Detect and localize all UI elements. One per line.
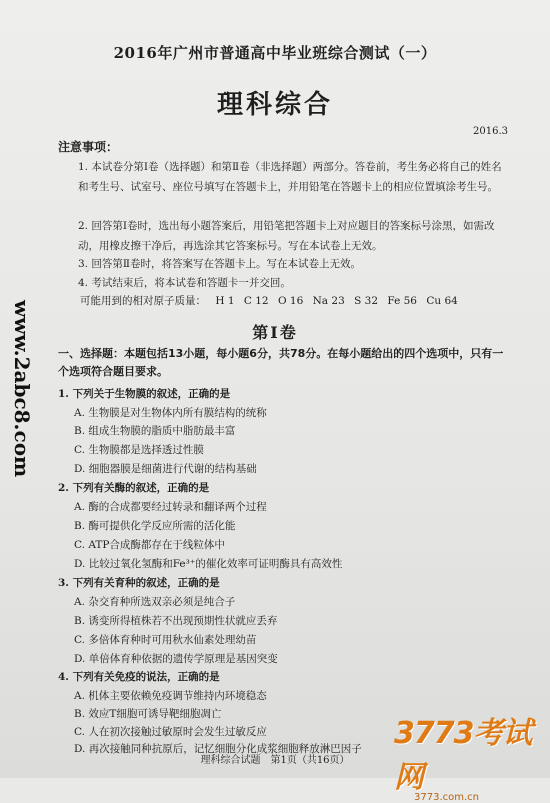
note-text: 2. 回答第Ⅰ卷时，选出每小题答案后，用铅笔把答题卡上对应题目的答案标号涂黑，如需改动，用橡皮擦干净后，再选涂其它答案标号。写在本试卷上无效。 — [78, 220, 495, 252]
question-1-option-c: C. 生物膜都是选择透过性膜 — [74, 444, 204, 456]
question-3-option-a: A. 杂交育种所选双亲必须是纯合子 — [74, 596, 236, 608]
site-logo-url: 3773.com.cn — [414, 792, 479, 803]
note-item-4 — [58, 273, 508, 293]
site-logo — [394, 708, 544, 803]
atomic-mass-label: 可能用到的相对原子质量： — [80, 295, 206, 307]
atomic-mass-c: C 12 — [243, 295, 269, 307]
atomic-mass-o: O 16 — [277, 295, 304, 307]
question-2-option-a: A. 酶的合成都要经过转录和翻译两个过程 — [74, 501, 267, 513]
subject-heading: 理科综合 — [216, 90, 333, 120]
question-2-option-c: C. ATP合成酶都存在于线粒体中 — [74, 539, 225, 551]
question-4-option-c: C. 人在初次接触过敏原时会发生过敏反应 — [74, 726, 267, 738]
note-text: 1. 本试卷分第Ⅰ卷（选择题）和第Ⅱ卷（非选择题）两部分。答卷前，考生务必将自己的姓名和考生号、试室号、座位号填写在答题卡上，并用铅笔在答题卡上的相应位置填涂考生号。 — [78, 161, 502, 193]
question-1-option-d: D. 细胞器膜是细菌进行代谢的结构基础 — [74, 463, 257, 475]
exam-date: 2016.3 — [473, 126, 508, 137]
question-4-stem: 4. 下列有关免疫的说法，正确的是 — [58, 671, 220, 683]
site-logo-text: 3773考试网 — [394, 716, 532, 795]
note-text: 3. 回答第Ⅱ卷时，将答案写在答题卡上。写在本试卷上无效。 — [78, 258, 361, 270]
note-item-1 — [58, 157, 508, 197]
side-watermark — [6, 300, 36, 500]
section-title: 第Ⅰ卷 — [252, 323, 298, 342]
note-item-3 — [58, 254, 508, 274]
question-3-stem: 3. 下列有关育种的叙述，正确的是 — [58, 577, 220, 589]
note-item-2 — [58, 216, 508, 256]
notes-heading: 注意事项： — [58, 140, 119, 154]
question-4-option-b: B. 效应T细胞可诱导靶细胞凋亡 — [74, 708, 222, 720]
question-2-option-d: D. 比较过氧化氢酶和Fe³⁺的催化效率可证明酶具有高效性 — [74, 558, 343, 570]
question-4-option-d: D. 再次接触同种抗原后，记忆细胞分化成浆细胞释放淋巴因子 — [74, 743, 362, 755]
section-intro: 一、选择题：本题包括13小题，每小题6分，共78分。在每小题给出的四个选项中，只有一个选项符合题目要求。 — [58, 347, 504, 378]
question-2-option-b: B. 酶可提供化学反应所需的活化能 — [74, 520, 236, 532]
note-text: 4. 考试结束后，将本试卷和答题卡一并交回。 — [78, 277, 291, 289]
side-watermark-text: www.2abc8.com — [10, 300, 34, 478]
question-4-option-a: A. 机体主要依赖免疫调节维持内环境稳态 — [74, 690, 267, 702]
question-3-option-b: B. 诱变所得植株若不出现预期性状就应丢弃 — [74, 615, 278, 627]
question-1-stem: 1. 下列关于生物膜的叙述，正确的是 — [58, 388, 231, 400]
page-footer: 理科综合试题 第1页（共16页） — [200, 755, 350, 766]
question-3-option-c: C. 多倍体育种时可用秋水仙素处理幼苗 — [74, 634, 257, 646]
question-2-stem: 2. 下列有关酶的叙述，正确的是 — [58, 482, 210, 494]
atomic-mass-cu: Cu 64 — [426, 295, 458, 307]
question-3-option-d: D. 单倍体育种依据的遗传学原理是基因突变 — [74, 653, 278, 665]
atomic-mass-h: H 1 — [215, 295, 235, 307]
exam-title: 2016年广州市普通高中毕业班综合测试（一） — [113, 44, 437, 62]
question-1-option-a: A. 生物膜是对生物体内所有膜结构的统称 — [74, 407, 267, 419]
atomic-mass-line — [80, 293, 464, 308]
atomic-mass-fe: Fe 56 — [387, 295, 417, 307]
atomic-mass-s: S 32 — [354, 295, 379, 307]
question-1-option-b: B. 组成生物膜的脂质中脂肪最丰富 — [74, 425, 236, 437]
atomic-mass-na: Na 23 — [312, 295, 345, 307]
